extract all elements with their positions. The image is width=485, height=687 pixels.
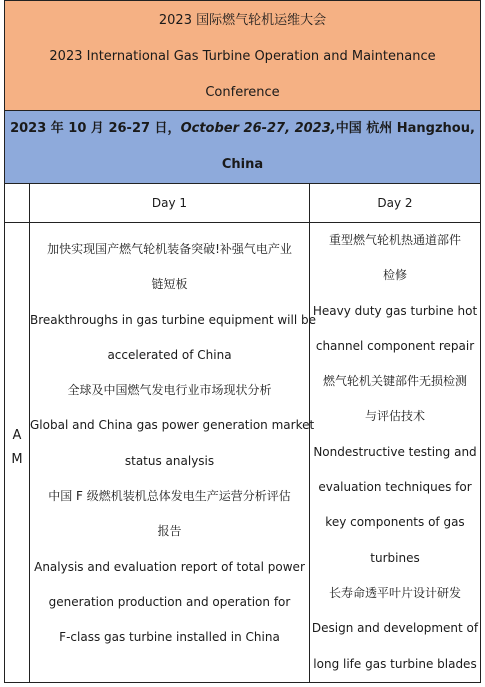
- day1-text-line: accelerated of China: [107, 347, 232, 362]
- session-label: [5, 424, 29, 472]
- date-location-line-2: China: [221, 157, 264, 172]
- day1-text-line: Breakthroughs in gas turbine equipment will be: [30, 312, 316, 327]
- session-letter-m: M: [11, 452, 23, 467]
- day2-text-line: evaluation techniques for: [318, 480, 472, 495]
- day2-text-line: 长寿命透平叶片设计研发: [328, 585, 461, 600]
- day1-text-line: 报告: [157, 524, 182, 539]
- title-english-line-2: Conference: [205, 85, 280, 100]
- session-column: [5, 184, 30, 682]
- day2-text-line: 检修: [382, 268, 407, 283]
- day2-header: Day 2: [377, 196, 413, 210]
- title-english-line-1: 2023 International Gas Turbine Operation and Maintenance: [49, 49, 436, 64]
- title-banner: [4, 0, 481, 111]
- day2-text-line: Heavy duty gas turbine hot: [312, 303, 478, 318]
- day1-text-line: status analysis: [124, 453, 215, 468]
- day1-text-line: 中国 F 级燃机装机总体发电生产运营分析评估: [48, 489, 291, 504]
- day2-text-line: channel component repair: [315, 338, 475, 353]
- day2-text-line: 与评估技术: [364, 409, 425, 424]
- day1-text-line: 加快实现国产燃气轮机装备突破!补强气电产业: [47, 242, 292, 256]
- date-chinese: 2023 年 10 月 26-27 日，: [10, 121, 181, 136]
- day1-text-line: 全球及中国燃气发电行业市场现状分析: [67, 383, 272, 398]
- title-chinese: 2023 国际燃气轮机运维大会: [158, 13, 327, 28]
- day2-text-line: long life gas turbine blades: [313, 656, 477, 671]
- day2-text-line: key components of gas: [325, 515, 465, 530]
- date-english: October 26-27, 2023,: [180, 121, 336, 136]
- date-location-banner: [4, 111, 481, 184]
- day2-text-line: Design and development of: [311, 621, 479, 636]
- day1-text-line: Global and China gas power generation market: [30, 418, 315, 433]
- day1-am-cell: [30, 232, 316, 656]
- day2-text-line: 燃气轮机关键部件无损检测: [322, 374, 467, 389]
- location: 中国 杭州 Hangzhou,: [335, 121, 475, 136]
- day2-text-line: 重型燃气轮机热通道部件: [328, 233, 461, 247]
- day1-text-line: 链短板: [151, 277, 188, 292]
- day1-header: Day 1: [151, 196, 188, 210]
- day2-text-line: turbines: [370, 550, 420, 565]
- agenda-table: [4, 184, 481, 683]
- date-location-line-1: [5, 111, 480, 147]
- day2-text-line: Nondestructive testing and: [313, 444, 477, 459]
- day1-text-line: F-class gas turbine installed in China: [59, 630, 280, 645]
- day2-am-cell: [310, 223, 480, 682]
- day1-text-line: Analysis and evaluation report of total power: [34, 559, 305, 574]
- day1-text-line: generation production and operation for: [48, 594, 291, 609]
- day1-column: [30, 184, 316, 682]
- day2-column: [310, 184, 480, 682]
- session-letter-a: A: [12, 428, 22, 443]
